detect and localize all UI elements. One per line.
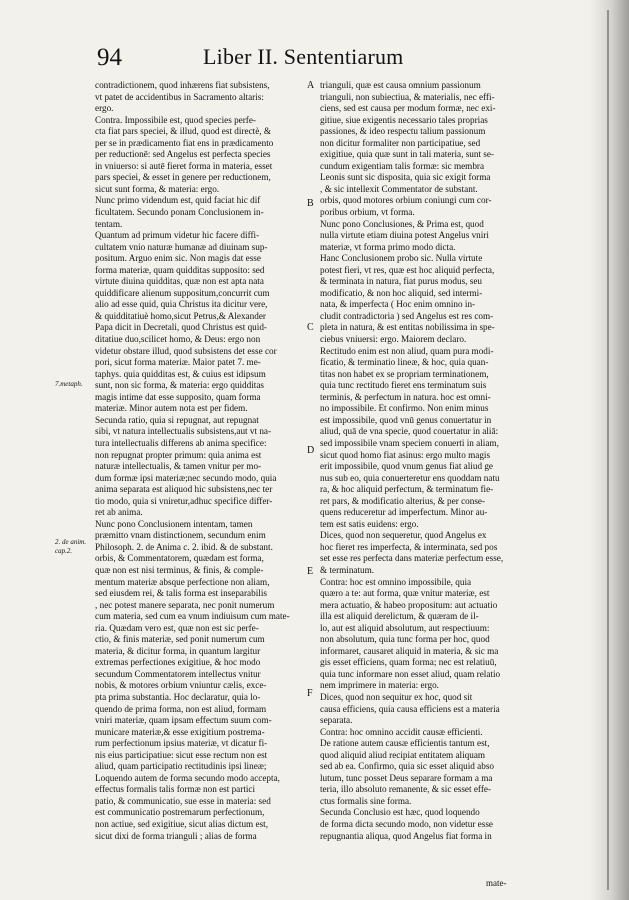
text-line: pleta in natura, & est entitas nobilissima in spe- — [320, 322, 495, 333]
text-line: no impossibile. Et confirmo. Non enim minus — [320, 403, 489, 414]
text-line: poribus orbium, vt forma. — [320, 207, 415, 218]
text-line: contradictionem, quod inhærens fiat subsistens, — [95, 80, 270, 90]
text-line: nulla virtute etiam diuina potest Angelus vniri — [320, 230, 489, 241]
gutter-line — [607, 10, 609, 890]
text-line: separata. — [320, 715, 353, 726]
text-line: hoc fieret res imperfecta, & interminata, sed pos — [320, 541, 498, 552]
text-line: Quantum ad primum videtur hic facere diffi- — [95, 230, 260, 241]
text-line: quiddificare alienum suppositum,concurrit cum — [95, 287, 270, 298]
text-line: forma materiæ, quam quidditas supposito: sed — [95, 264, 265, 275]
text-line: aliud, quā de vna specie, quod couertatur in aliā: — [320, 426, 499, 437]
text-line: materiæ, vt forma primo modo dicta. — [320, 241, 456, 252]
text-line: ficultatem. Secundo ponam Conclusionem in- — [95, 207, 264, 218]
text-line: erit impossibile, quod vnum genus fiat aliud ge — [320, 461, 494, 472]
text-line: & terminatum. — [320, 564, 375, 575]
text-line: , nec potest manere separata, nec ponit numerum — [95, 599, 275, 610]
book-spine-shadow — [589, 0, 629, 900]
text-line: orbis, quod motores orbium coniungi cum cor- — [320, 195, 492, 206]
text-line: quæro a te: aut forma, quæ vnitur materiæ, est — [320, 588, 490, 599]
text-line: ctio, & finis materiæ, sed ponit numerum cum — [95, 634, 265, 645]
text-line: Dices, quod non sequeretur, quod Angelus ex — [320, 530, 487, 541]
section-letter-b: B — [307, 198, 314, 209]
text-line: quendo de prima forma, non est aliud, formam — [95, 703, 267, 714]
text-line: potest fieri, vt res, quæ est hoc aliquid perfecta, — [320, 264, 495, 275]
text-line: Nunc pono Conclusionem intentam, tamen — [95, 518, 253, 529]
text-line: magis intime dat esse supposito, quam forma — [95, 391, 261, 402]
text-line: nata, & imperfecta ( Hoc enim omnino in- — [320, 299, 476, 310]
text-line: aliud, quam participatio rectitudinis ipsi lineæ; — [95, 761, 267, 772]
text-line: passiones, & ideo respectu talium passionum — [320, 126, 486, 137]
text-line: mera actuatio, & habeo propositum: aut actuatio — [320, 599, 498, 610]
text-line: pars speciei, & esset in genere per reductionem, — [95, 172, 271, 183]
text-line: Secunda Conclusio est hæc, quod loquendo — [320, 807, 480, 818]
text-line: Contra. Impossibile est, quod species perfe- — [95, 114, 256, 125]
text-line: cta fiat pars speciei, & illud, quod est directè, & — [95, 126, 272, 137]
text-line: nobis, & motores orbium vniuntur cælis, exce- — [95, 680, 267, 691]
text-line: cundum exigentiam talis formæ: sic membra — [320, 160, 485, 171]
section-letter-c: C — [307, 322, 314, 333]
text-line: ctus formalis sine forma. — [320, 795, 412, 806]
text-line: Secunda ratio, quia si repugnat, aut repugnat — [95, 414, 259, 425]
text-line: exigitiue, quia quæ sunt in tali materia, sunt se- — [320, 149, 495, 160]
text-line: Loquendo autem de forma secundo modo accepta, — [95, 772, 280, 783]
text-line: cum materia, sed cum ea vnum indiuisum cum mate- — [95, 611, 290, 622]
text-line: teria, illo absoluto remanente, & sic esset effe- — [320, 784, 492, 795]
text-line: effectus formalis talis formæ non est partici — [95, 784, 256, 795]
text-line: quens reduceretur ad imperfectum. Minor au- — [320, 507, 488, 518]
text-line: naturæ intellectualis, & tamen vnitur per mo- — [95, 461, 262, 472]
text-line: vniri materiæ, quam ipsam effectum suum com- — [95, 715, 272, 726]
text-line: Dices, quod non sequitur ex hoc, quod sit — [320, 691, 473, 702]
margin-note-metaph: 7.metaph. — [55, 380, 83, 388]
text-line: sunt, non sic forma, & materia: ergo quidditas — [95, 380, 264, 391]
text-line: Nunc primo videndum est, quid faciat hic dif — [95, 195, 261, 206]
text-line: quia tunc rectitudo fieret ens terminatum suis — [320, 380, 487, 391]
text-line: gitiue, siue exigentis necessario tales proprias — [320, 114, 488, 125]
text-line: Nunc pono Conclusiones, & Prima est, quod — [320, 218, 484, 229]
section-letter-f: F — [307, 688, 313, 699]
text-line: nem imprimere in materia: ergo. — [320, 680, 439, 691]
text-line: per reductionē: sed Angelus est perfecta species — [95, 149, 271, 160]
text-line: videtur obstare illud, quod subsistens det esse cor — [95, 345, 277, 356]
text-line: Contra: hoc omnino accidit causæ efficienti. — [320, 726, 483, 737]
text-line: sicut dixi de forma trianguli ; alias de forma — [95, 830, 257, 841]
section-letter-d: D — [307, 445, 315, 456]
text-line: sed impossibile vnam speciem conuerti in aliam, — [320, 437, 499, 448]
text-line: causa efficiens, quia causa efficiens est a materia — [320, 703, 500, 714]
text-line: virtute diuina quidditas, quæ non est apta nata — [95, 276, 264, 287]
text-line: municare materiæ,& esse exigitium postrema- — [95, 726, 265, 737]
text-line: orbis, & Commentatorem, quædam est forma, — [95, 553, 264, 564]
catchword: mate- — [486, 878, 507, 888]
text-line: non absolutum, quia tunc forma per hoc, quod — [320, 634, 490, 645]
text-line: , & sic intellexit Commentator de substant. — [320, 183, 478, 194]
text-line: cultatem vnio naturæ humanæ ad diuinam sup- — [95, 241, 268, 252]
text-line: est communicatio postremarum perfectionum, — [95, 807, 265, 818]
section-letter-e: E — [307, 566, 314, 577]
text-line: extremas perfectiones exigitiue, & hoc modo — [95, 657, 261, 668]
text-line: rum perfectionum ipsius materiæ, vt dicatur fi- — [95, 738, 268, 749]
text-line: nus sub eo, quia conuerteretur ens quoddam natu — [320, 472, 500, 483]
margin-note-cap: cap.2. — [55, 547, 73, 555]
text-line: tentam. — [95, 218, 123, 229]
text-line: secundum Commentatorem intellectus vnitur — [95, 668, 261, 679]
text-line: non actiue, sed exigitiue, sicut alias dictum est, — [95, 819, 268, 829]
text-line: lo, aut est aliquid absolutum, aut respectiuum: — [320, 622, 490, 633]
right-column — [320, 80, 538, 842]
text-line: quæ non est nisi terminus, & finis, & comple- — [95, 564, 264, 575]
text-line: pta prima substantia. Hoc declaratur, quia lo- — [95, 691, 261, 702]
text-line: set esse res perfecta dans materiæ perfectum esse, — [320, 553, 504, 564]
text-line: taphys. quia quidditas est, & cuius est idipsum — [95, 368, 266, 379]
text-line: ditatiue duo,scilicet homo, & Deus: ergo non — [95, 334, 261, 345]
margin-note-de-anima: 2. de anim. — [55, 538, 87, 546]
text-line: Rectitudo enim est non aliud, quam pura modi- — [320, 345, 494, 356]
text-line: tem est satis euidens: ergo. — [320, 518, 419, 529]
text-line: sed eiusdem rei, & talis forma est inseparabilis — [95, 588, 267, 599]
text-line: præmitto vnam distinctionem, secundum enim — [95, 530, 266, 541]
text-line: non dicitur formaliter non participatiue, sed — [320, 137, 481, 148]
page-number: 94 — [97, 44, 122, 71]
text-line: materia, & dicitur forma, in quantum largitur — [95, 645, 261, 656]
text-line: quia tunc informare non esset aliud, quam relatio — [320, 668, 501, 679]
section-letter-a: A — [307, 80, 315, 91]
text-line: in vniuerso: si autē fieret forma in materia, esset — [95, 160, 273, 171]
text-line: tio modo, quia si vniretur,adhuc specifice differ- — [95, 495, 273, 506]
text-line: sed ab ea. Confirmo, quia sic esset aliquid abso — [320, 761, 495, 772]
text-line: mentum materiæ absque perfectione non aliam, — [95, 576, 270, 587]
text-line: sibi, vt natura intellectualis subsistens,aut vt na- — [95, 426, 272, 437]
text-line: alio ad esse quid, quia Christus ita dicitur vere, — [95, 299, 268, 310]
text-line: ret pars, & modificatio alterius, & per conse- — [320, 495, 486, 506]
text-line: illa est aliquid derelictum, & quæram de il- — [320, 611, 479, 622]
text-line: ria. Quædam vero est, quæ non est sic perfe- — [95, 622, 259, 633]
running-title: Liber II. Sententiarum — [203, 44, 404, 69]
text-line: dum formæ ipsi materiæ;nec secundo modo, quia — [95, 472, 277, 483]
text-line: vt patet de accidentibus in Sacramento altaris: — [95, 91, 264, 102]
left-column — [95, 80, 305, 842]
text-line: non repugnat propter primum: quia anima est — [95, 449, 262, 460]
text-line: trianguli, non subiectiua, & materialis, nec effi- — [320, 91, 495, 102]
text-line: Papa dicit in Decretali, quod Christus est quid- — [95, 322, 267, 333]
text-line: est impossibile, quod vnū genus conuertatur in — [320, 414, 492, 425]
text-line: cludit contradictoria ) sed Angelus est res com- — [320, 310, 494, 321]
text-line: Leonis sunt sic disposita, quia sic exigit forma — [320, 172, 491, 183]
text-line: Hanc Conclusionem probo sic. Nulla virtute — [320, 253, 483, 264]
text-line: positum. Arguo enim sic. Non magis dat esse — [95, 253, 261, 264]
text-line: quod aliquid aliud recipiat entitatem aliquam — [320, 749, 486, 760]
text-line: repugnantia aliqua, quod Angelus fiat forma in — [320, 830, 492, 841]
text-line: Philosoph. 2. de Anima c. 2. ibid. & de substant. — [95, 541, 273, 552]
text-line: trianguli, quæ est causa omnium passionum — [320, 80, 481, 90]
text-line: sicut sunt forma, & materia: ergo. — [95, 183, 220, 194]
text-line: informaret, causaret aliquid in materia, & sic ma — [320, 645, 499, 656]
text-line: titas non habet ex se propriam terminationem, — [320, 368, 489, 379]
text-line: ergo. — [95, 103, 114, 114]
text-line: ciebus vniuersi: ergo. Maiorem declaro. — [320, 334, 467, 345]
text-line: sicut quod homo fiat asinus: ergo multo magis — [320, 449, 491, 460]
text-line: tura intellectualis differens ab anima specifice: — [95, 437, 267, 448]
text-line: modificatio, & non hoc aliquid, sed intermi- — [320, 287, 483, 298]
text-line: ra, & hoc aliquid perfectum, & terminatum fie- — [320, 484, 494, 495]
text-line: ciens, sed est causa per modum formæ, nec exi- — [320, 103, 496, 114]
text-line: patio, & communicatio, sue esse in materia: sed — [95, 795, 271, 806]
text-line: materiæ. Minor autem nota est per fidem. — [95, 403, 248, 414]
text-line: ficatio, & terminatio lineæ, & hoc, quia quan- — [320, 357, 489, 368]
text-line: pori, sicut forma materiæ. Maior patet 7. me- — [95, 357, 261, 368]
text-line: & quidditatiuè homo,sicut Petrus,& Alexander — [95, 310, 266, 321]
text-line: ret ab anima. — [95, 507, 143, 518]
text-line: terminis, & perfectum in natura. hoc est omni- — [320, 391, 491, 402]
text-line: De ratione autem causæ efficientis tantum est, — [320, 738, 490, 749]
text-line: gis esset efficiens, quam forma; nec est relatiuū, — [320, 657, 497, 668]
text-line: anima separata est aliquod hic subsistens,nec ter — [95, 484, 273, 495]
text-line: de forma dicta secundo modo, non videtur esse — [320, 819, 493, 829]
text-line: per se in prædicamento fiat ens in prædicamento — [95, 137, 274, 148]
text-line: Contra: hoc est omnino impossibile, quia — [320, 576, 472, 587]
text-line: & terminata in natura, fiat purus modus, seu — [320, 276, 483, 287]
text-line: nis eius participatiue: sicut esse rectum non est — [95, 749, 268, 760]
text-line: lutum, tunc posset Deus separare formam a ma — [320, 772, 493, 783]
